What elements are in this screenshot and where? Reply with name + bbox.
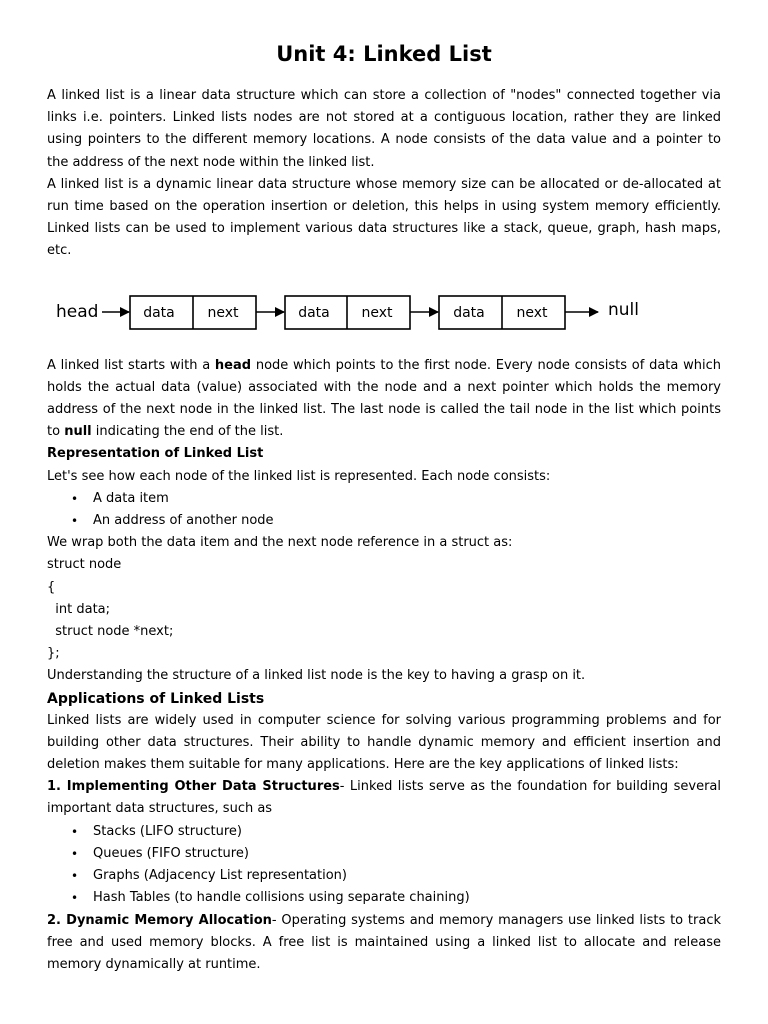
page-title: Unit 4: Linked List	[276, 42, 492, 66]
node-2-next-label: next	[361, 304, 393, 321]
node-1	[130, 296, 256, 329]
intro-paragraph-1: A linked list is a linear data structure which can store a collection of "nodes" connected together via links i.e. pointers. Linked lists nodes are not stored at a contiguous location, rather they are linked using pointers to the different memory locations. A node consists of the data value and a pointer to the address of the next node within the linked list.	[47, 88, 721, 170]
application-item-1-text: - Linked lists serve as the foundation for building several important data structures, such as	[47, 779, 721, 817]
explain-bold-head: head	[214, 357, 252, 373]
code-line: struct node	[47, 557, 122, 573]
linked-list-svg	[0, 267, 768, 355]
node-3-next-label: next	[516, 304, 548, 321]
linked-list-diagram	[47, 267, 721, 355]
node-parts-list	[47, 488, 721, 532]
explain-text-3: indicating the end of the list.	[91, 424, 284, 440]
list-item: • An address of another node	[93, 510, 721, 532]
node-1-next-label: next	[207, 304, 239, 321]
node-3	[439, 296, 565, 329]
list-item: • Stacks (LIFO structure)	[93, 821, 721, 843]
head-label: head	[56, 301, 99, 322]
data-structures-list	[47, 821, 721, 910]
list-item: • Graphs (Adjacency List representation)	[93, 865, 721, 887]
explain-text-2: node which points to the first node. Every node consists of data which holds the actual data (value) associated with the node and a next pointer which holds the memory address of the next node in the linked list. The last node is called the tail node in the list which points to	[47, 357, 721, 440]
null-label: null	[608, 299, 639, 320]
explain-bold-null: null	[64, 424, 92, 440]
code-line: };	[47, 646, 60, 662]
list-item: • A data item	[93, 488, 721, 510]
explain-paragraph	[47, 355, 721, 444]
code-line: int data;	[47, 601, 111, 617]
node-3-data-label: data	[453, 304, 485, 321]
application-item-2	[47, 910, 721, 977]
node-2	[285, 296, 410, 329]
representation-heading: Representation of Linked List	[47, 446, 264, 462]
applications-heading: Applications of Linked Lists	[47, 690, 265, 707]
explain-text-1: A linked list starts with a	[47, 357, 215, 373]
wrap-text: We wrap both the data item and the next node reference in a struct as:	[47, 535, 513, 551]
application-item-1-title: 1. Implementing Other Data Structures	[47, 779, 340, 795]
intro-paragraph-2: A linked list is a dynamic linear data structure whose memory size can be allocated or de-allocated at run time based on the operation insertion or deletion, this helps in using system memory efficiently. Linked lists can be used to implement various data structures like a stack, queue, graph, hash maps, etc.	[47, 176, 721, 259]
node-2-data-label: data	[298, 304, 330, 321]
representation-closing: Understanding the structure of a linked list node is the key to having a grasp on it.	[47, 668, 586, 684]
application-item-1	[47, 776, 721, 820]
application-item-2-text: - Operating systems and memory managers use linked lists to track free and used memory blocks. A free list is maintained using a linked list to allocate and release memory dynamically at runtime.	[47, 912, 721, 972]
representation-lead: Let's see how each node of the linked list is represented. Each node consists:	[47, 468, 551, 484]
list-item: • Queues (FIFO structure)	[93, 843, 721, 865]
application-item-2-title: 2. Dynamic Memory Allocation	[47, 912, 272, 928]
code-line: {	[47, 579, 56, 595]
node-1-data-label: data	[143, 304, 175, 321]
list-item: • Hash Tables (to handle collisions using separate chaining)	[93, 887, 721, 909]
applications-intro: Linked lists are widely used in computer science for solving various programming problems and for building other data structures. Their ability to handle dynamic memory and efficient insertion and deletion makes them suitable for many applications. Here are the key applications of linked lists:	[47, 712, 721, 773]
code-line: struct node *next;	[47, 624, 174, 640]
